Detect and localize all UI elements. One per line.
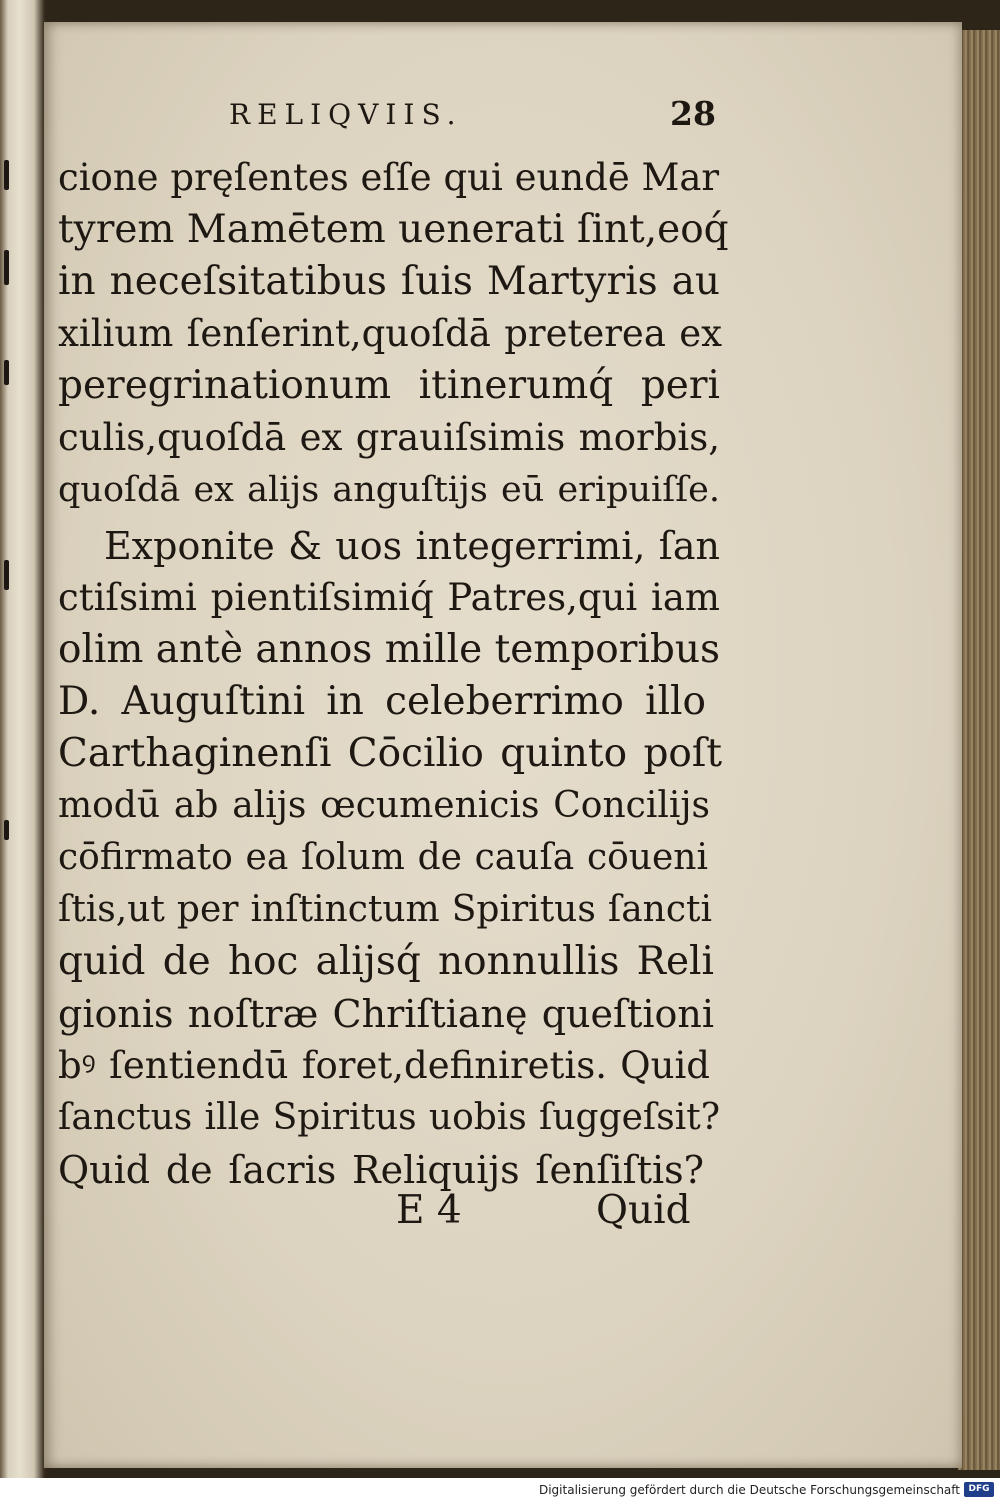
text-line: peregrinationum itinerumq́ peri <box>58 363 720 408</box>
text-line: bꝰ ſentiendū foret,definiretis. Quid <box>58 1044 710 1087</box>
text-line: cione pręſentes eſſe qui eundē Mar <box>58 156 720 199</box>
text-line: in neceſsitatibus ſuis Martyris au <box>58 259 720 304</box>
text-line: Carthaginenſi Cōcilio quinto poſt <box>58 731 722 776</box>
text-line: quoſdā ex alijs anguſtijs eū eripuiſſe. <box>58 470 720 510</box>
text-line: gionis noſtræ Chriſtianę queſtioni <box>58 992 714 1036</box>
text-line: ſanctus ille Spiritus uobis ſuggeſsit? <box>58 1097 720 1138</box>
text-line: quid de hoc alijsq́ nonnullis Reli <box>58 939 714 984</box>
spine-mark <box>4 560 9 590</box>
text-line: cōfirmato ea ſolum de cauſa cōueni <box>58 837 708 878</box>
signature-mark: E 4 <box>396 1188 462 1233</box>
text-line: ctiſsimi pientiſsimiq́ Patres,qui iam <box>58 576 720 619</box>
spine-mark <box>4 360 9 385</box>
text-line: modū ab alijs œcumenicis Concilijs <box>58 785 710 826</box>
text-line: olim antè annos mille temporibus <box>58 627 720 672</box>
text-line: ſtis,ut per inſtinctum Spiritus ſancti <box>58 889 712 930</box>
spine-mark <box>4 820 9 840</box>
footer-bar <box>0 1478 1000 1502</box>
page-fore-edge <box>958 30 1000 1470</box>
book-spine <box>0 0 46 1478</box>
spine-mark <box>4 160 9 190</box>
signature-line <box>44 1188 744 1248</box>
page-number: 28 <box>670 94 716 133</box>
text-line: xilium ſenſerint,quoſdā preterea ex <box>58 312 722 355</box>
running-head: RELIQVIIS. <box>229 98 463 131</box>
text-line: culis,quoſdā ex grauiſsimis morbis, <box>58 416 720 459</box>
text-line: Exponite & uos integerrimi, ſan <box>104 524 720 568</box>
book-page <box>44 22 962 1468</box>
catchword: Quid <box>596 1188 691 1233</box>
text-line: tyrem Mamētem uenerati ſint,eoq́ <box>58 207 729 252</box>
funding-credit: Digitalisierung gefördert durch die Deutsche Forschungsgemeinschaft <box>538 1483 960 1497</box>
text-line: Quid de ſacris Reliquijs ſenſiſtis? <box>58 1148 704 1192</box>
spine-mark <box>4 250 9 285</box>
dfg-logo: DFG <box>964 1482 994 1497</box>
text-line: D. Auguſtini in celeberrimo illo <box>58 679 706 724</box>
